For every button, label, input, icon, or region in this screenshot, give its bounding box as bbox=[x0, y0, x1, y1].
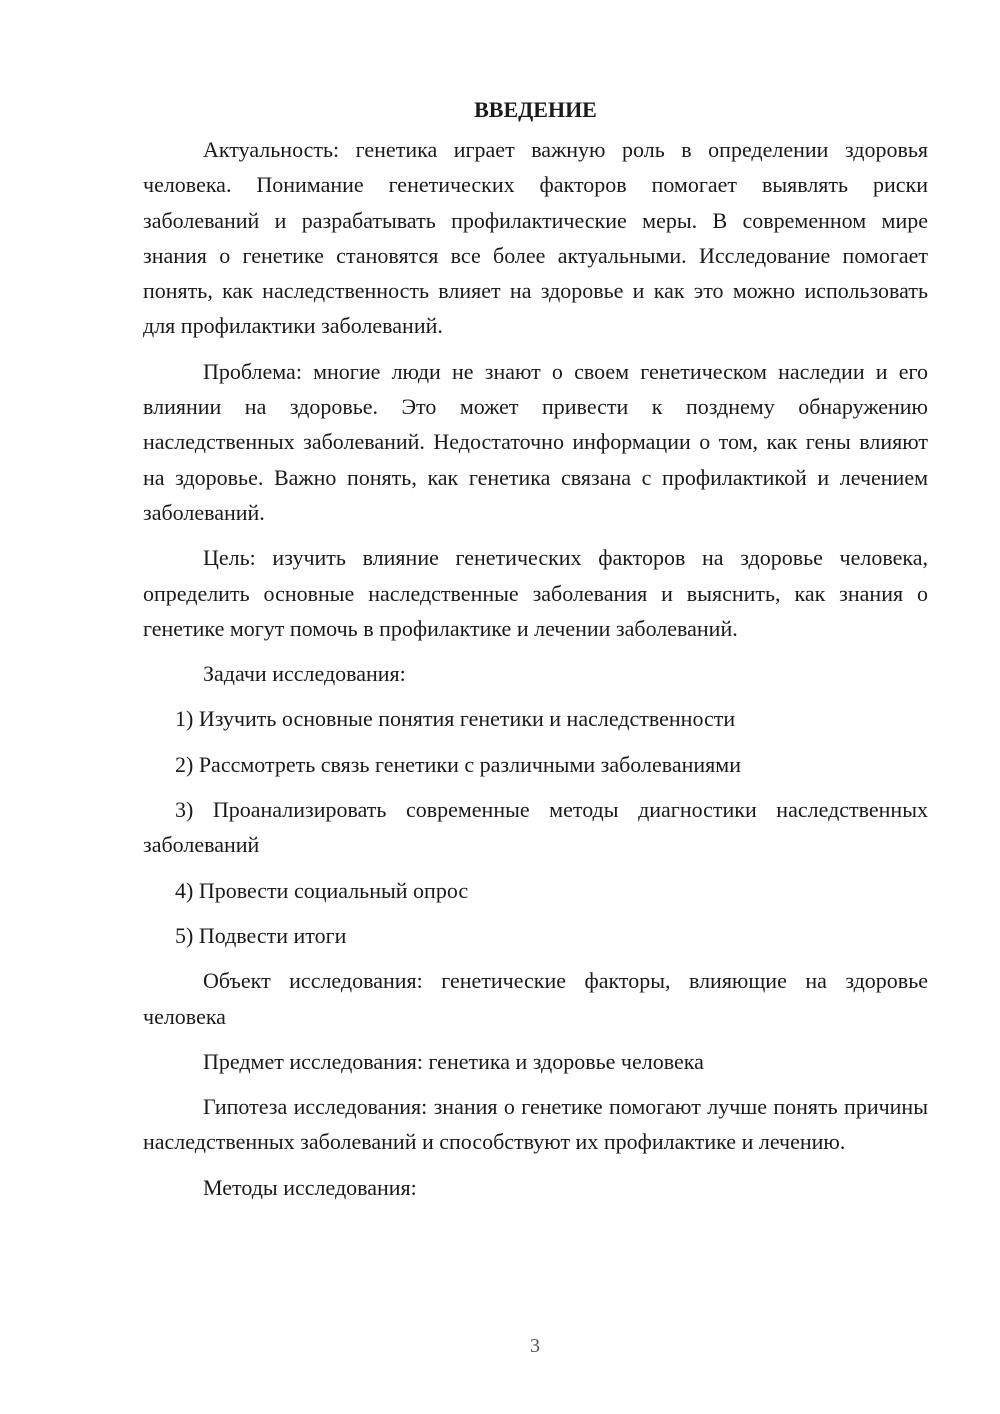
paragraph-object: Объект исследования: генетические факторы, влияющие на здоровье человека bbox=[143, 968, 928, 1029]
paragraph-subject: Предмет исследования: генетика и здоровье человека bbox=[203, 1048, 704, 1074]
paragraph-goal: Цель: изучить влияние генетических факторов на здоровье человека, определить основные наследственные заболевания и выяснить, как знания о генетике могут помочь в профилактике и лечении заболеваний. bbox=[143, 545, 928, 641]
task-item: 3) Проанализировать современные методы диагностики наследственных заболеваний bbox=[143, 797, 928, 858]
page-title: ВВЕДЕНИЕ bbox=[474, 97, 597, 122]
paragraph-hypothesis: Гипотеза исследования: знания о генетике помогают лучше понять причины наследственных заболеваний и способствуют их профилактике и лечению. bbox=[143, 1094, 928, 1155]
task-item: 2) Рассмотреть связь генетики с различными заболеваниями bbox=[175, 751, 741, 777]
paragraph-relevance: Актуальность: генетика играет важную роль в определении здоровья человека. Понимание генетических факторов помогает выявлять риски заболеваний и разрабатывать профилактические меры. В современном мире знания о генетике становятся все более актуальными. Исследование помогает понять, как наследственность влияет на здоровье и как это можно использовать для профилактики заболеваний. bbox=[143, 137, 928, 339]
task-item: 1) Изучить основные понятия генетики и наследственности bbox=[175, 706, 736, 732]
task-item: 5) Подвести итоги bbox=[175, 922, 347, 948]
paragraph-methods: Методы исследования: bbox=[203, 1174, 417, 1200]
task-item: 4) Провести социальный опрос bbox=[175, 877, 469, 903]
page-number: 3 bbox=[530, 1335, 540, 1357]
document-page bbox=[143, 92, 928, 1215]
paragraph-problem: Проблема: многие люди не знают о своем генетическом наследии и его влиянии на здоровье. Это может привести к позднему обнаружению наследственных заболеваний. Недостаточно информации о том, как гены влияют на здоровье. Важно понять, как генетика связана с профилактикой и лечением заболеваний. bbox=[143, 358, 928, 525]
paragraph-tasks-heading: Задачи исследования: bbox=[203, 661, 406, 687]
